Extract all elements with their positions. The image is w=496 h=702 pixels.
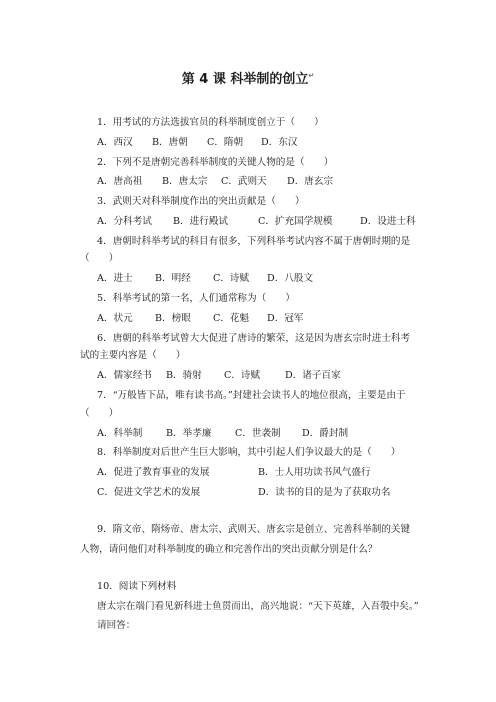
q7-option-a: A．科举制 xyxy=(97,428,143,439)
q4-option-b: B．明经 xyxy=(155,273,191,284)
q5-option-d: D．冠军 xyxy=(267,313,304,324)
question-1-stem: 1．用考试的方法选拔官员的科举制度创立于（ ） xyxy=(97,117,324,128)
q2-option-a: A．唐高祖 xyxy=(97,176,143,187)
q3-option-a: A．分科考试 xyxy=(97,216,152,227)
q3-option-c: C．扩充国学规模 xyxy=(258,216,333,227)
q1-option-c: C．隋朝 xyxy=(207,137,244,148)
q1-option-d: D．东汉 xyxy=(261,137,298,148)
question-9-line-2: 人物，请问他们对科举制度的确立和完善作出的突出贡献分别是什么？ xyxy=(80,544,378,555)
q6-option-d: D．诸子百家 xyxy=(285,370,341,381)
question-7-stem: 7．“万般皆下品，唯有读书高。”封建社会读书人的地位很高，主要是由于 xyxy=(97,390,406,401)
q4-option-c: C．诗赋 xyxy=(213,273,250,284)
question-10-material: 唐太宗在端门看见新科进士鱼贯而出，高兴地说：“天下英雄，入吾彀中矣。” xyxy=(97,601,419,612)
q4-option-d: D．八股文 xyxy=(267,273,314,284)
q8-option-d: D．读书的目的是为了获取功名 xyxy=(258,487,391,498)
q3-option-b: B．进行殿试 xyxy=(173,216,229,227)
q7-option-d: D．爵封制 xyxy=(302,428,349,439)
question-3-stem: 3．武则天对科举制度作出的突出贡献是（ ） xyxy=(97,196,305,207)
question-8-stem: 8．科举制度对后世产生巨大影响，其中引起人们争议最大的是（ ） xyxy=(97,447,401,458)
lesson-title: 第 4 课 科举制的创立↵ xyxy=(181,71,315,87)
q5-option-a: A．状元 xyxy=(97,313,133,324)
question-9-line-1: 9．隋文帝、隋炀帝、唐太宗、武则天、唐玄宗是创立、完善科举制的关键 xyxy=(97,524,411,535)
q2-option-c: C．武则天 xyxy=(221,176,267,187)
paragraph-mark-icon: ↵ xyxy=(308,71,315,80)
question-2-stem: 2．下列不是唐朝完善科举制度的关键人物的是（ ） xyxy=(97,157,334,168)
question-4-stem: 4．唐朝时科举考试的科目有很多，下列科举考试内容不属于唐朝时期的是 xyxy=(97,236,411,247)
q2-option-b: B．唐太宗 xyxy=(162,176,208,187)
q7-option-b: B．举孝廉 xyxy=(166,428,212,439)
question-10-heading: 10．阅读下列材料 xyxy=(97,581,177,592)
q6-option-a: A．儒家经书 xyxy=(97,370,152,381)
q5-option-c: C．花魁 xyxy=(213,313,250,324)
q1-option-a: A．西汉 xyxy=(97,137,133,148)
question-6-stem: 6．唐朝的科举考试曾大大促进了唐诗的繁荣，这是因为唐玄宗时进士科考 xyxy=(97,333,411,344)
q8-option-b: B．士人用功读书风气盛行 xyxy=(258,467,371,478)
q7-option-c: C．世袭制 xyxy=(235,428,281,439)
q4-option-a: A．进士 xyxy=(97,273,133,284)
q8-option-a: A．促进了教育事业的发展 xyxy=(97,467,210,478)
question-5-stem: 5．科举考试的第一名，人们通常称为（ ） xyxy=(97,293,295,304)
q5-option-b: B．榜眼 xyxy=(155,313,191,324)
q3-option-d: D．设进士科 xyxy=(360,216,416,227)
q8-option-c: C．促进文学艺术的发展 xyxy=(97,487,201,498)
q1-option-b: B．唐朝 xyxy=(152,137,188,148)
question-6-stem-continued: 试的主要内容是（ ） xyxy=(80,350,186,361)
question-4-stem-continued: （ ） xyxy=(80,253,119,264)
q6-option-c: C．诗赋 xyxy=(224,370,261,381)
q2-option-d: D．唐玄宗 xyxy=(287,176,334,187)
q6-option-b: B．骑射 xyxy=(166,370,202,381)
question-7-stem-continued: （ ） xyxy=(80,408,119,419)
question-10-prompt: 请回答： xyxy=(97,620,136,631)
